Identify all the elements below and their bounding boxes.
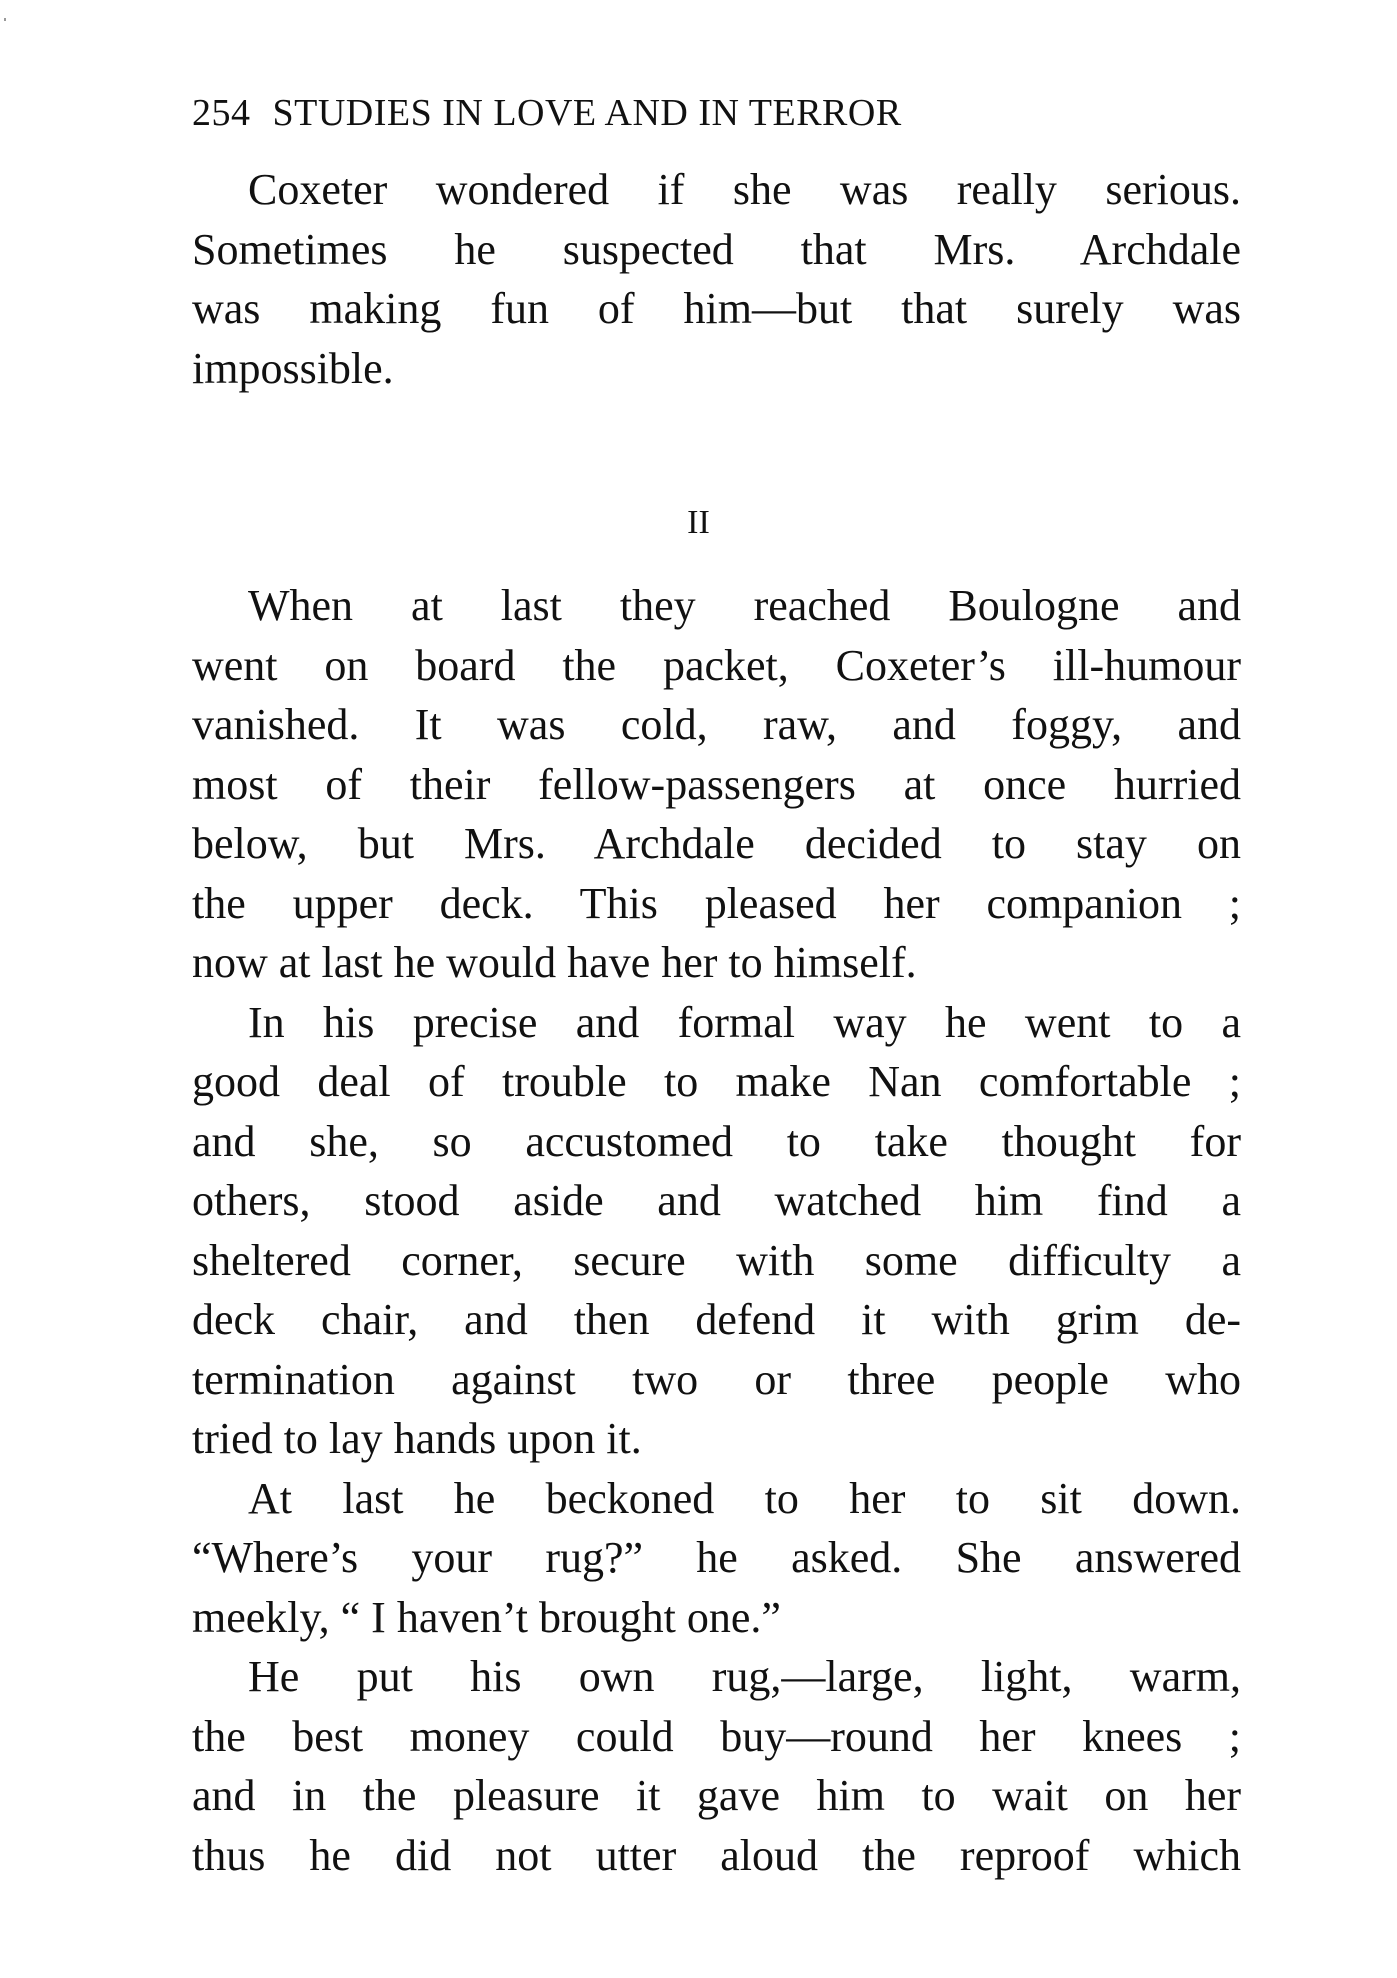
text-line: He put his own rug,—large, light, warm, (248, 1652, 1241, 1701)
paragraph (192, 1469, 1241, 1648)
text-line: tried to lay hands upon it. (192, 1414, 642, 1463)
text-line: and she, so accustomed to take thought for (192, 1116, 1241, 1166)
text-line: “Where’s your rug?” he asked. She answered (192, 1533, 1241, 1582)
text-line: meekly, “ I haven’t brought one.” (192, 1592, 781, 1642)
text-line: below, but Mrs. Archdale decided to stay on (192, 819, 1241, 868)
text-line: sheltered corner, secure with some difficulty a (192, 1235, 1241, 1285)
text-block-1 (192, 160, 1241, 398)
text-line: At last he beckoned to her to sit down. (248, 1473, 1241, 1523)
text-line: went on board the packet, Coxeter’s ill-humour (192, 640, 1241, 690)
running-header (192, 88, 1172, 138)
text-line: the upper deck. This pleased her companion ; (192, 878, 1241, 928)
text-line: impossible. (192, 343, 394, 393)
text-line: termination against two or three people who (192, 1354, 1241, 1404)
text-line: Coxeter wondered if she was really serious. (248, 165, 1241, 214)
text-line: Sometimes he suspected that Mrs. Archdale (192, 224, 1241, 274)
text-line: vanished. It was cold, raw, and foggy, and (192, 700, 1241, 749)
text-line: and in the pleasure it gave him to wait on her (192, 1771, 1241, 1820)
section-heading: II (687, 504, 710, 541)
running-title: STUDIES IN LOVE AND IN TERROR (272, 92, 902, 134)
page-number: 254 (192, 92, 251, 134)
paragraph (192, 160, 1241, 398)
paragraph (192, 993, 1241, 1469)
text-line: good deal of trouble to make Nan comfortable ; (192, 1057, 1241, 1106)
text-line: now at last he would have her to himself. (192, 938, 917, 987)
text-line: In his precise and formal way he went to a (248, 997, 1241, 1047)
text-line: When at last they reached Boulogne and (248, 581, 1241, 630)
text-line: was making fun of him—but that surely was (192, 284, 1241, 333)
text-line: deck chair, and then defend it with grim de- (192, 1295, 1241, 1344)
text-line: others, stood aside and watched him find a (192, 1176, 1241, 1225)
text-block-2 (192, 576, 1241, 1885)
text-line: thus he did not utter aloud the reproof which (192, 1830, 1241, 1880)
scan-mark (4, 18, 6, 21)
text-line: the best money could buy—round her knees ; (192, 1711, 1241, 1761)
paragraph (192, 576, 1241, 993)
paragraph (192, 1647, 1241, 1885)
text-line: most of their fellow-passengers at once hurried (192, 759, 1241, 809)
